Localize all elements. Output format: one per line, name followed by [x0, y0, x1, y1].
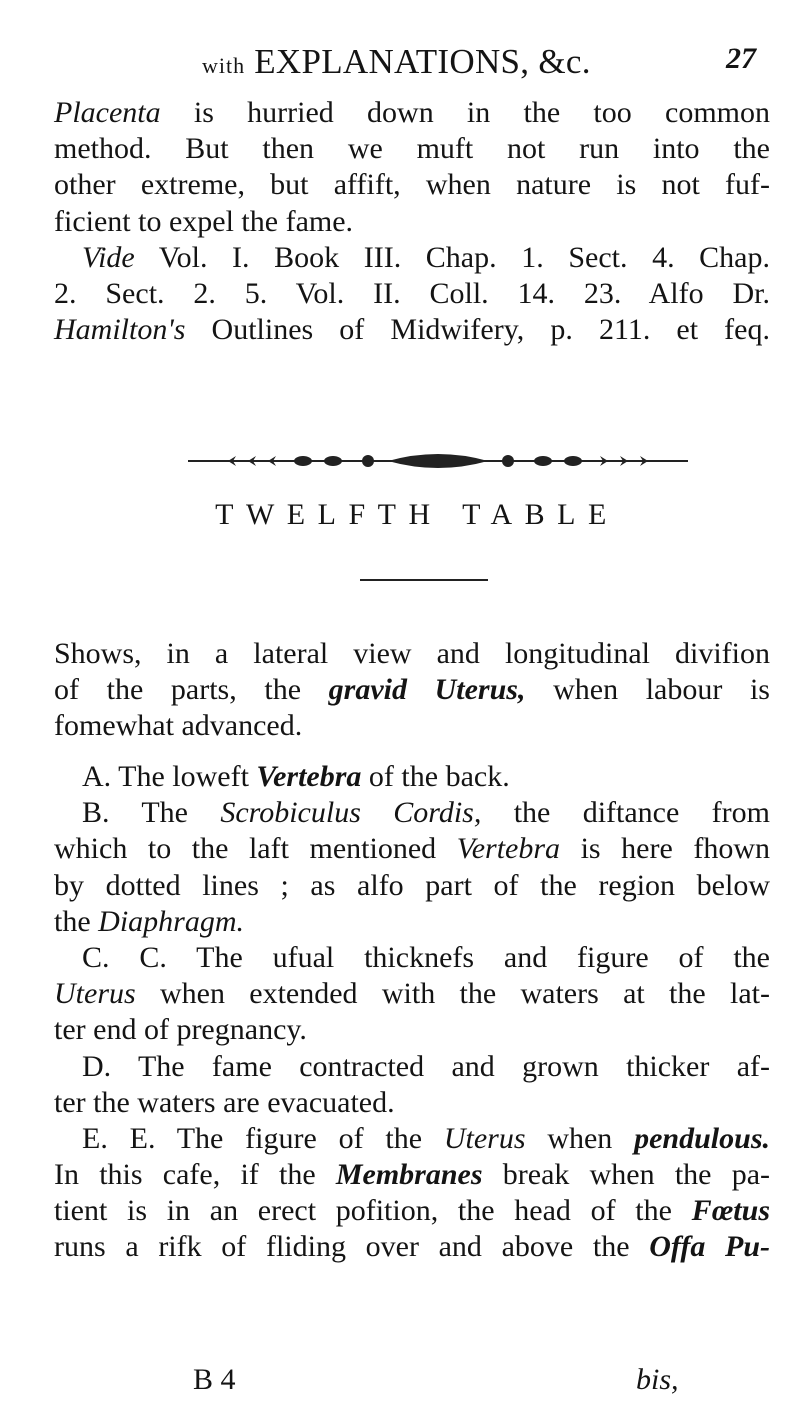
page-number: 27 — [726, 42, 756, 75]
running-head-text: EXPLANATIONS, &c. — [254, 42, 591, 81]
intro-paragraph: Placenta is hurried down in the too common method. But then we muft not run into the other extreme, but affift, when nature is not fuf- ficient to expel the fame. Vide Vol. I. Book III. Chap. 1. Sect. 4. Chap. 2. Sect. 2. 5. Vol. II. Coll. 14. 23. Alfo Dr. Hamilton's Outlines of Midwifery, p. 211. et feq. — [54, 96, 770, 347]
legend-item-a: A. The loweft Vertebra of the back. — [82, 760, 510, 793]
legend-item-e: E. E. The figure of the Uterus when pendulous. — [82, 1121, 770, 1155]
running-head-prefix: with — [202, 53, 246, 78]
description-paragraph: Shows, in a lateral view and longitudinal divifion of the parts, the gravid Uterus, when labour is fomewhat advanced. — [54, 637, 770, 743]
legend-item-b: B. The Scrobiculus Cordis, the diftance from — [82, 796, 770, 830]
legend-item-d: D. The fame contracted and grown thicker af- — [82, 1049, 770, 1083]
legend-list: A. The loweft Vertebra of the back. B. The Scrobiculus Cordis, the diftance from which to the laft mentioned Vertebra is here fhown by dotted lines ; as alfo part of the region below the Diaphragm. C. C. The ufual thicknefs and figure of the Uterus when extended with the waters at the lat- ter end of pregnancy. D. The fame contracted and grown thicker af- ter the waters are evacuated. E. E. The figure of the Uterus when pendulous. In this cafe, if the Membranes break when the pa- tient is in an erect pofition, the head of the Fœtus runs a rifk of fliding over and above the Offa Pu- — [54, 760, 770, 1264]
decorative-ornament — [188, 450, 688, 472]
running-head — [0, 42, 800, 86]
running-head-title — [202, 42, 591, 82]
section-rule — [360, 579, 488, 581]
catchword: bis, — [636, 1363, 679, 1396]
legend-item-c: C. C. The ufual thicknefs and figure of the — [82, 940, 770, 974]
signature-mark: B 4 — [193, 1363, 236, 1396]
section-title: TWELFTH TABLE — [215, 498, 619, 531]
